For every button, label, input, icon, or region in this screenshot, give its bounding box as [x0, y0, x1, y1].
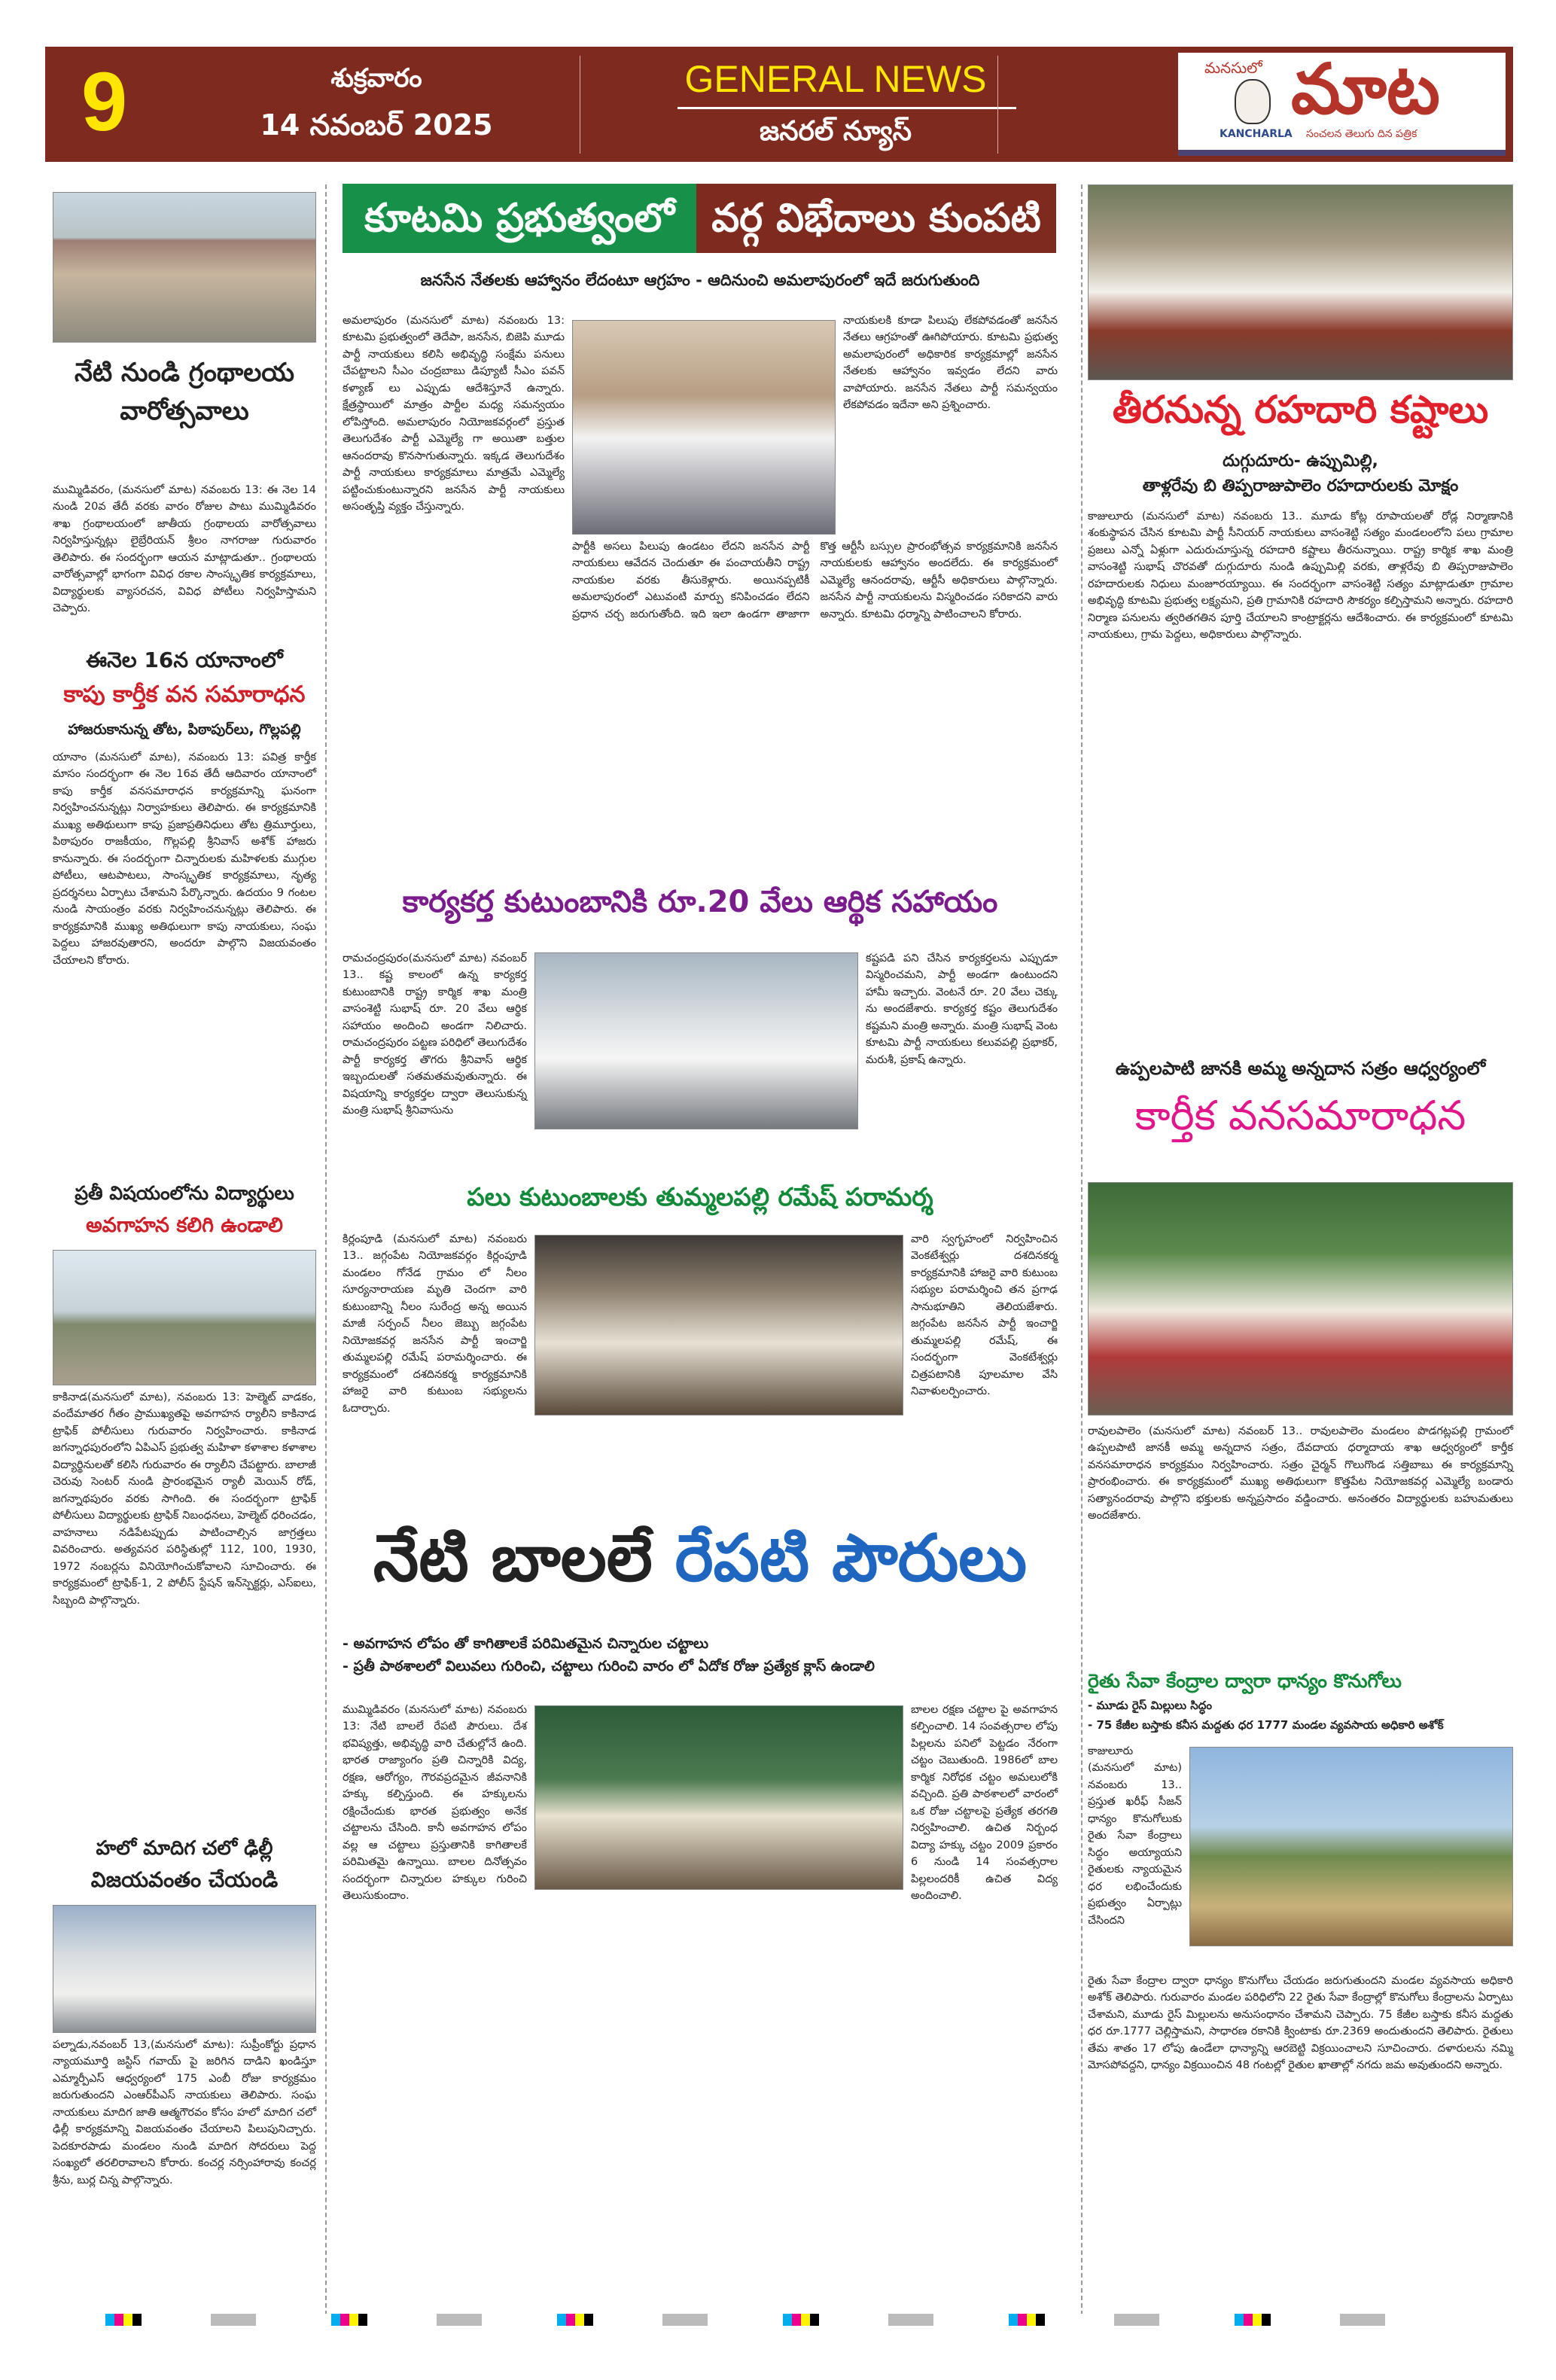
logo-tagline: సంచలన తెలుగు దిన పత్రిక — [1306, 128, 1417, 140]
condolence-photo — [534, 1235, 903, 1416]
article-body: పార్టీకి అసలు పిలుపు ఉండటం లేదని జనసేన పార్టీ నాయకులు ఆవేదన చెందుతూ ఈ పంచాయతీని రాష్ట్ర నాయకుల వరకు తీసుకెళ్లారు. అయినప్పటికీ అమలాపురంలో ఎటువంటి మార్పు కనిపించడం లేదని ప్రధాన చర్చ జరుగుతోంది. ఇది ఇలా ఉండగా తాజాగా కొత్త ఆర్టీసీ బస్సుల ప్రారంభోత్సవ కార్యక్రమానికి జనసేన నాయకులకు ఆహ్వానం అందలేదు. ఈ కార్యక్రమంలో ఎమ్మెల్యే ఆనందరావు, ఆర్టీసీ అధికారులు పాల్గొన్నారు. జనసేన పార్టీ నాయకులను విస్మరించడం సరికాదని వారు అన్నారు. కూటమి ధర్మాన్ని పాటించాలని కోరారు. — [572, 541, 1058, 620]
bullet: - 75 కేజీల బస్తాకు కనీస మద్దతు ధర 1777 మండల వ్యవసాయ అధికారి అశోక్ — [1088, 1718, 1444, 1732]
masthead-date: 14 నవంబర్ 2025 — [260, 108, 493, 142]
article-body: రామచంద్రపురం(మనసులో మాట) నవంబర్ 13.. కష్ట కాలంలో ఉన్న కార్యకర్త కుటుంబానికి రాష్ట్ర కార్మిక శాఖ మంత్రి వాసంశెట్టి సుభాష్ రూ. 20 వేలు ఆర్థిక సహాయం అందించి అండగా నిలిచారు. రామచంద్రపురం పట్టణ పరిధిలో తెలుగుదేశం పార్టీ కార్యకర్త తొగరు శ్రీనివాస్ ఆర్థిక ఇబ్బందులతో సతమతమవుతున్నారు. ఈ విషయాన్ని కార్యకర్తల ద్వారా తెలుసుకున్న మంత్రి సుభాష్ శ్రీనివాసును — [343, 952, 527, 1117]
vana-samaradhana-photo — [1088, 1182, 1513, 1416]
bus-launch-photo — [572, 320, 836, 535]
article-subhead: దుగ్గుదూరు- ఉప్పుమిల్లి, — [1223, 452, 1378, 471]
color-registration-bar — [105, 2314, 1453, 2326]
masthead — [45, 47, 1513, 162]
article-body: రైతు సేవా కేంద్రాల ద్వారా ధాన్యం కొనుగోలు చేయడం జరుగుతుందని మండల వ్యవసాయ అధికారి అశోక్ తెలిపారు. గురువారం మండల పరిధిలోని 22 రైతు సేవా కేంద్రాల్లో కొనుగోలు కేంద్రాలను ఏర్పాటు చేశామని, మూడు రైస్ మిల్లులను అనుసంధానం చేశామని చెప్పారు. 75 కేజీల బస్తాకు కనీస మద్దతు ధర రూ.1777 చెల్లిస్తామని, సాధారణ రకానికి క్వింటాకు రూ.2369 అందుతుందని తెలిపారు. రైతులు తేమ శాతం 17 లోపు ఉండేలా ధాన్యాన్ని ఆరబెట్టి విక్రయించాలని సూచించారు. దళారులను నమ్మి మోసపోవద్దని, ధాన్యం విక్రయించిన 48 గంటల్లో రైతుల ఖాతాల్లో నగదు జమ అవుతుందని అన్నారు. — [1088, 1975, 1513, 2072]
lead-headline-right — [696, 184, 1056, 253]
article-body: బాలల రక్షణ చట్టాల పై అవగాహన కల్పించాలి. 14 సంవత్సరాల లోపు పిల్లలను పనిలో పెట్టడం నేరంగా చట్టం చెబుతుంది. 1986లో బాల కార్మిక నిరోధక చట్టం అమలులోకి వచ్చింది. ప్రతి పాఠశాలలో వారంలో ఒక రోజు చట్టాలపై ప్రత్యేక తరగతి నిర్వహించాలి. ఉచిత నిర్బంధ విద్యా హక్కు చట్టం 2009 ప్రకారం 6 నుండి 14 సంవత్సరాల పిల్లలందరికీ ఉచిత విద్య అందించాలి. — [911, 1704, 1058, 1903]
article-body: యానాం (మనసులో మాట), నవంబరు 13: పవిత్ర కార్తీక మాసం సందర్భంగా ఈ నెల 16వ తేదీ ఆదివారం యానాంలో కాపు కార్తీక వనసమారాధన కార్యక్రమాన్ని ఘనంగా నిర్వహించనున్నట్లు నిర్వాహకులు తెలిపారు. ఈ కార్యక్రమానికి ముఖ్య అతిథులుగా కాపు ప్రజాప్రతినిధులు తోట త్రిమూర్తులు, పిఠాపురం రాజకీయం, గొల్లపల్లి శ్రీనివాస్ అశోక్ హాజరు కానున్నారు. ఈ సందర్భంగా చిన్నారులకు మహిళలకు ముగ్గుల పోటీలు, ఆటపాటలు, సాంస్కృతిక కార్యక్రమాలు, నృత్య ప్రదర్శనలు ఏర్పాటు చేశామని పేర్కొన్నారు. ఉదయం 9 గంటల నుండి సాయంత్రం వరకు నిర్వహించనున్నట్లు తెలిపారు. ఈ కార్యక్రమానికి ముఖ్య అతిథులుగా కాపు నాయకులు, సంఘ పెద్దలు హాజరవుతారని, అందరూ పాల్గొని విజయవంతం చేయాలని కోరారు. — [53, 751, 316, 967]
aid-handover-photo — [534, 952, 858, 1129]
article-body: కష్టపడి పని చేసిన కార్యకర్తలను ఎప్పుడూ విస్మరించమని, పార్టీ అండగా ఉంటుందని హామీ ఇచ్చారు. వెంటనే రూ. 20 వేలు చెక్కు ను అందజేశారు. కార్యకర్త కష్టం తెలుగుదేశం కష్టమని మంత్రి అన్నారు. మంత్రి సుభాష్ వెంట కూటమి పార్టీ నాయకులు కలువపల్లి ప్రభాకర్, మరుశీ, ప్రకాష్ ఉన్నారు. — [866, 952, 1058, 1066]
article-bullets — [1088, 1696, 1513, 1735]
lead-headline-left — [343, 184, 696, 253]
article-headline: పలు కుటుంబాలకు తుమ్మలపల్లి రమేష్ పరామర్శ — [467, 1182, 933, 1211]
library-photo — [53, 192, 316, 343]
newspaper-logo — [1178, 48, 1506, 156]
logo-brand: KANCHARLA — [1220, 128, 1293, 140]
article-headline: కార్యకర్త కుటుంబానికి రూ.20 వేలు ఆర్థిక సహాయం — [402, 885, 998, 919]
article-body: కిర్లంపూడి (మనసులో మాట) నవంబరు 13.. జగ్గంపేట నియోజకవర్గం కిర్లంపూడి మండలం గోనేడ గ్రామం లో నీలం సూర్యనారాయణ మృతి చెందగా వారి కుటుంబాన్ని నీలం సురేంద్ర అన్న అయిన మాజీ సర్పంచ్ నీలం జెబ్బు జగ్గంపేట నియోజకవర్గ జనసేన పార్టీ ఇంచార్జి తుమ్మలపల్లి రమేష్ పరామర్శించారు. ఈ కార్యక్రమంలో దశదినకర్మ కార్యక్రమానికి హాజరై వారి కుటుంబ సభ్యులను ఓదార్చారు. — [343, 1233, 527, 1415]
article-body: అమలాపురం (మనసులో మాట) నవంబరు 13: కూటమి ప్రభుత్వంలో తెదేపా, జనసేన, బిజెపి మూడు పార్టీ నాయకులు కలిసి అభివృద్ధి సంక్షేమ పనులు చేపట్టాలని సీఎం చంద్రబాబు డిప్యూటీ సీఎం పవన్ కళ్యాణ్ లు ఎప్పుడు ఆదేశిస్తూనే ఉన్నారు. క్షేత్రస్థాయిలో మాత్రం పార్టీల మధ్య సమన్వయం లోపిస్తోంది. అమలాపురం నియోజకవర్గంలో ప్రస్తుత తెలుగుదేశం పార్టీ ఎమ్మెల్యే గా అయితా బత్తుల ఆనందరావు కొనసాగుతున్నారు. ఇక్కడ తెలుగుదేశం పార్టీ నాయకులు కార్యక్రమాలు మాత్రమే ఎమ్మెల్యే పట్టించుకుంటున్నారని జనసేన పార్టీ నాయకులు అసంతృప్తి వ్యక్తం చేస్తున్నారు. — [343, 315, 565, 513]
article-body: నాయకులకి కూడా పిలుపు లేకపోవడంతో జనసేన నేతలు ఆగ్రహంతో ఊగిపోయారు. కూటమి ప్రభుత్వ అమలాపురంలో అధికారిక కార్యక్రమాల్లో జనసేన నేతలకు ఆహ్వానం ఇవ్వడం లేదని వారు వాపోయారు. జనసేన నేతలు పార్టీ సమన్వయం లేకపోవడం ఇదేనా అని ప్రశ్నించారు. — [843, 315, 1058, 412]
article-headline: నేటి నుండి గ్రంథాలయ వారోత్సవాలు — [74, 358, 295, 426]
article-headline: రైతు సేవా కేంద్రాల ద్వారా ధాన్యం కొనుగోలు — [1088, 1670, 1402, 1692]
article-body: ముమ్మిడివరం (మనసులో మాట) నవంబరు 13: నేటి బాలలే రేపటి పౌరులు. దేశ భవిష్యత్తు, అభివృద్ధి వారి చేతుల్లోనే ఉంది. భారత రాజ్యాంగం ప్రతి చిన్నారికి విద్య, రక్షణ, ఆరోగ్యం, గౌరవప్రదమైన జీవనానికి హక్కు కల్పిస్తుంది. ఈ హక్కులను రక్షించేందుకు భారత ప్రభుత్వం అనేక చట్టాలను చేసింది. కానీ అవగాహన లోపం వల్ల ఆ చట్టాలు ప్రస్తుతానికి కాగితాలకే పరిమితమై ఉన్నాయి. బాలల దినోత్సవం సందర్భంగా చిన్నారుల హక్కుల గురించి తెలుసుకుందాం. — [343, 1704, 527, 1903]
column-rule — [325, 184, 327, 2323]
portrait-icon — [1235, 79, 1271, 124]
column-rule — [1081, 184, 1083, 2323]
headline-text: వర్గ విభేదాలు కుంపటి — [711, 196, 1041, 241]
article-headline — [343, 1498, 1058, 1619]
article-body: కాజులూరు (మనసులో మాట) నవంబరు 13.. ప్రస్తుత ఖరీఫ్ సీజన్ ధాన్యం కొనుగోలుకు రైతు సేవా కేంద్రాలు సిద్ధం అయ్యాయని రైతులకు న్యాయమైన ధర లభించేందుకు ప్రభుత్వం ఏర్పాట్లు చేసిందని — [1088, 1745, 1182, 1927]
article-headline: కార్తీక వనసమారాధన — [1134, 1092, 1466, 1139]
article-kicker: ప్రతీ విషయంలోను విద్యార్థులు — [75, 1182, 294, 1204]
childrens-day-photo — [534, 1705, 903, 1890]
article-headline: విజయవంతం చేయండి — [90, 1867, 279, 1892]
headline-text: కూటమి ప్రభుత్వంలో — [364, 196, 674, 241]
bullet: - ప్రతీ పాఠశాలలో విలువలు గురించి, చట్టాలు గురించి వారం లో ఏదోక రోజు ప్రత్యేక క్లాస్ ఉండాలి — [343, 1658, 875, 1675]
rally-photo — [53, 1250, 316, 1385]
article-body: కాకినాడ(మనసులో మాట), నవంబరు 13: హెల్మెట్ వాడకం, వందేమాతర గీతం ప్రాముఖ్యతపై అవగాహన ర్యాలీని కాకినాడ ట్రాఫిక్ పోలీసులు గురువారం నిర్వహించారు. కాకినాడ జగన్నాధపురంలోని ఏపిఎస్ ప్రభుత్వ మహిళా కళాశాల కళాశాల విద్యార్థినులతో కలిసి గురువారం ఈ ర్యాలీని చేపట్టారు. బాలాజీ చెరువు సెంటర్ నుండి ప్రారంభమైన ర్యాలీ మెయిన్ రోడ్, జగన్నాథపురం వరకు సాగింది. ఈ సందర్భంగా ట్రాఫిక్ పోలీసులు విద్యార్థులకు ట్రాఫిక్ నిబంధనలు, హెల్మెట్ ధరించడం, వాహనాలు నడిపేటప్పుడు పాటించాల్సిన జాగ్రత్తలు వివరించారు. అత్యవసర పరిస్థితుల్లో 112, 100, 1930, 1972 నంబర్లను వినియోగించుకోవాలని సూచించారు. ఈ కార్యక్రమంలో ట్రాఫిక్-1, 2 పోలీస్ స్టేషన్ ఇన్‌స్పెక్టర్లు, ఎస్ఐలు, సిబ్బంది పాల్గొన్నారు. — [53, 1391, 316, 1607]
article-body: రావులపాలెం (మనసులో మాట) నవంబర్ 13.. రావులపాలెం మండలం పొడగట్లపల్లి గ్రామంలో ఉప్పలపాటి జానకీ అమ్మ అన్నదాన సత్రం, దేవదాయ ధర్మాదాయ శాఖ ఆధ్వర్యంలో కార్తీక వనసమారాధన కార్యక్రమం నిర్వహించారు. సత్రం చైర్మన్ గొలుగొండ సత్తిబాబు ఈ కార్యక్రమాన్ని ప్రారంభించారు. ఈ కార్యక్రమంలో ముఖ్య అతిథులుగా కొత్తపేట నియోజకవర్గ ఎమ్మెల్యే బండారు సత్యానందరావు పాల్గొని భక్తులకు అన్నప్రసాదం వడ్డించారు. అనంతరం విద్యార్థులకు బహుమతులు అందజేశారు. — [1088, 1425, 1513, 1522]
logo-main: మాట — [1291, 48, 1440, 130]
article-body: ముమ్మిడివరం, (మనసులో మాట) నవంబరు 13: ఈ నెల 14 నుండి 20వ తేదీ వరకు వారం రోజుల పాటు ముమ్మిడివరం శాఖ గ్రంథాలయంలో జాతీయ గ్రంథాలయ వారోత్సవాలు నిర్వహిస్తున్నట్లు లైబ్రేరియన్ శ్రీలం నాగరాజు గురువారం తెలిపారు. ఈ సందర్భంగా ఆయన మాట్లాడుతూ.. గ్రంథాలయ వారోత్సవాల్లో భాగంగా వివిధ రకాల సాంస్కృతిక కార్యక్రమాలు, విద్యార్థులకు వ్యాసరచన, వివిధ పోటీలు నిర్వహిస్తామని చెప్పారు. — [53, 484, 316, 615]
article-body: వారి స్వగృహంలో నిర్వహించిన వెంకటేశ్వర్లు దశదినకర్మ కార్యక్రమానికి హాజరై వారి కుటుంబ సభ్యుల పరామర్శించి తన ప్రగాఢ సానుభూతిని తెలియజేశారు. జగ్గంపేట జనసేన పార్టీ ఇంచార్జి తుమ్మలపల్లి రమేష్, ఈ సందర్భంగా వెంకటేశ్వర్లు చిత్రపటానికి పూలమాల వేసి నివాళులర్పించారు. — [911, 1233, 1058, 1398]
article-body: పల్నాడు,నవంబర్ 13,(మనసులో మాట): సుప్రీంకోర్టు ప్రధాన న్యాయమూర్తి జస్టిస్ గవాయ్ పై జరిగిన దాడిని ఖండిస్తూ ఎమ్మార్పీఎస్ ఆధ్వర్యంలో 175 ఎంబీ రోజు కార్యక్రమం జరుగుతుందని ఎంఆర్‌పీఎస్ నాయకులు తెలిపారు. సంఘ నాయకులు మాదిగ జాతి ఆత్మగౌరవం కోసం హలో మాదిగ చలో ఢిల్లీ కార్యక్రమాన్ని విజయవంతం చేయాలని పిలుపునిచ్చారు. పెదకూరపాడు మండలం నుండి మాదిగ సోదరులు పెద్ద సంఖ్యలో తరలిరావాలని కోరారు. కంచర్ల నర్సింహారావు కంచర్ల శ్రీను, బుర్ల చిన్న పాల్గొన్నారు. — [53, 2039, 316, 2186]
page-number: 9 — [81, 56, 128, 148]
section-title-te: జనరల్ న్యూస్ — [759, 116, 912, 147]
headline-blue: రేపటి పౌరులు — [674, 1521, 1028, 1596]
masthead-day: శుక్రవారం — [330, 63, 422, 93]
divider — [997, 56, 998, 154]
article-subhead: హాజరుకానున్న తోట, పిఠాపుర్‌లు, గొల్లపల్లి — [68, 721, 301, 738]
paddy-procurement-photo — [1189, 1747, 1513, 1946]
group-photo — [53, 1905, 316, 2033]
section-title-en: GENERAL NEWS — [684, 58, 987, 100]
article-body: కాజులూరు (మనసులో మాట) నవంబరు 13.. మూడు కోట్ల రూపాయలతో రోడ్ల నిర్మాణానికి శంకుస్థాపన చేసిన కూటమి పార్టీ సీనియర్ నాయకులు వాసంశెట్టి సత్యం మండలంలోని పలు గ్రామాల ప్రజలు ఎన్నో ఏళ్లుగా ఎదురుచూస్తున్న రహదారి కష్టాలు తీరనున్నాయి. రాష్ట్ర కార్మిక శాఖ మంత్రి వాసంశెట్టి సుభాష్ చొరవతో దుగ్గుదూరు నుండి ఉప్పుమిల్లి వరకు, తాళ్లరేవు బి తిప్పరాజుపాలెం రహదారులకు నిధులు మంజూరయ్యాయి. ఈ సందర్భంగా వాసంశెట్టి సత్యం మాట్లాడుతూ గ్రామాల అభివృద్ధి కూటమి ప్రభుత్వ లక్ష్యమని, ప్రతి గ్రామానికి రహదారి సౌకర్యం కల్పిస్తామని అన్నారు. రహదారి నిర్మాణ పనులను త్వరితగతిన పూర్తి చేయాలని కాంట్రాక్టర్లను ఆదేశించారు. ఈ కార్యక్రమంలో కూటమి నాయకులు, గ్రామ పెద్దలు, అధికారులు పాల్గొన్నారు. — [1088, 510, 1513, 641]
article-headline: కాపు కార్తీక వన సమారాధన — [63, 681, 306, 708]
article-headline: అవగాహన కలిగి ఉండాలి — [86, 1214, 283, 1237]
article-kicker: ఉప్పలపాటి జానకి అమ్మ అన్నదాన సత్రం ఆధ్వర్యంలో — [1115, 1058, 1486, 1079]
bullet: - అవగాహన లోపం తో కాగితాలకే పరిమితమైన చిన్నారుల చట్టాలు — [343, 1635, 709, 1652]
article-kicker: హలో మాదిగ చలో ఢిల్లీ — [96, 1837, 273, 1860]
divider — [678, 107, 1016, 109]
article-headline: తీరనున్న రహదారి కష్టాలు — [1112, 388, 1489, 431]
headline-black: నేటి బాలలే — [373, 1521, 653, 1596]
logo-small: మనసులో — [1204, 59, 1262, 77]
foundation-stone-photo — [1088, 184, 1513, 380]
bullet: - మూడు రైస్ మిల్లులు సిద్ధం — [1088, 1699, 1212, 1712]
lead-subhead: జనసేన నేతలకు ఆహ్వానం లేదంటూ ఆగ్రహం - ఆదినుంచి అమలాపురంలో ఇదే జరుగుతుంది — [420, 271, 980, 289]
article-subhead: తాళ్లరేవు బి తిప్పరాజుపాలెం రహదారులకు మోక్షం — [1142, 477, 1459, 495]
article-bullets — [343, 1632, 1058, 1678]
article-kicker: ఈనెల 16న యానాంలో — [86, 648, 283, 672]
